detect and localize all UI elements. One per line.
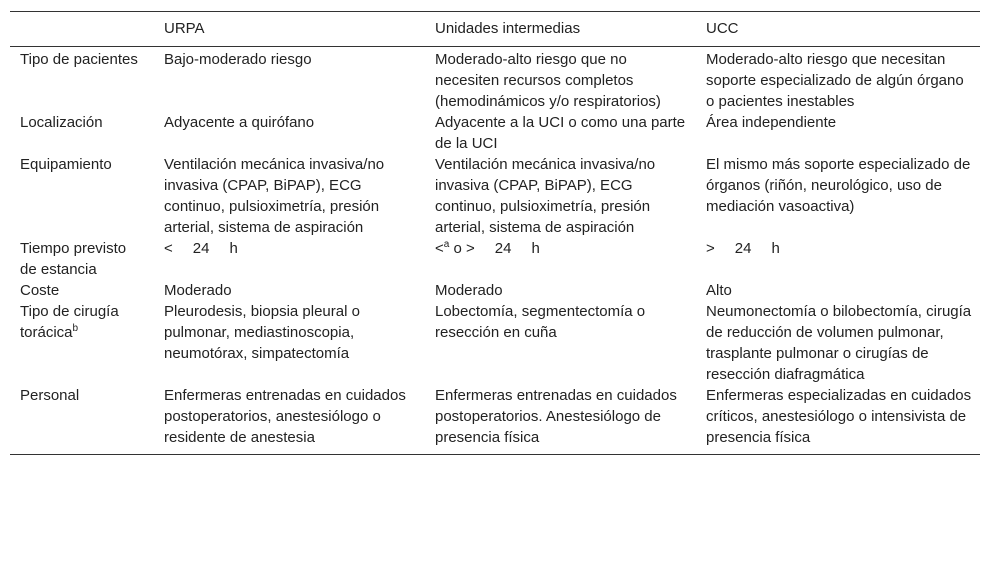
footnote-marker: b bbox=[72, 323, 79, 334]
row-label: Tiempo previsto de estancia bbox=[20, 240, 127, 278]
table-row bbox=[10, 385, 980, 455]
duration-unit: h bbox=[229, 240, 238, 257]
duration-value: 24 bbox=[192, 240, 210, 257]
table-row bbox=[10, 47, 980, 113]
header-urpa: URPA bbox=[164, 20, 205, 37]
cell-intermedias: Enfermeras entrenadas en cuidados postoperatorios. Anestesiólogo de presencia física bbox=[435, 387, 677, 446]
cell-ucc: Neumonectomía o bilobectomía, cirugía de reducción de volumen pulmonar, trasplante pulmonar o cirugías de resección diafragmática bbox=[706, 303, 972, 383]
row-label: Tipo de pacientes bbox=[20, 51, 138, 68]
cell-ucc: Alto bbox=[706, 282, 732, 299]
cell-intermedias: Ventilación mecánica invasiva/no invasiva (CPAP, BiPAP), ECG continuo, pulsioximetría, presión arterial, sistema de aspiración bbox=[435, 156, 656, 236]
cell-intermedias: Moderado-alto riesgo que no necesiten recursos completos (hemodinámicos y/o respiratorios) bbox=[435, 51, 661, 110]
cell-urpa: Bajo-moderado riesgo bbox=[164, 51, 312, 68]
cell-ucc bbox=[696, 238, 980, 280]
table-row bbox=[10, 238, 980, 280]
footnote-marker: a bbox=[443, 239, 450, 250]
table-row bbox=[10, 112, 980, 154]
cell-urpa: Adyacente a quirófano bbox=[164, 114, 315, 131]
row-label: Personal bbox=[20, 387, 80, 404]
cell-urpa: Pleurodesis, biopsia pleural o pulmonar, mediastinoscopia, neumotórax, simpatectomía bbox=[164, 303, 360, 362]
table-row bbox=[10, 154, 980, 238]
table-row bbox=[10, 301, 980, 385]
cell-urpa bbox=[154, 238, 425, 280]
comparison-table bbox=[10, 11, 980, 455]
comparison-operator: o > bbox=[449, 240, 475, 257]
cell-intermedias: Adyacente a la UCI o como una parte de la UCI bbox=[435, 114, 686, 152]
header-empty-cell bbox=[10, 12, 154, 47]
cell-urpa: Enfermeras entrenadas en cuidados postoperatorios, anestesiólogo o residente de anestesia bbox=[164, 387, 406, 446]
row-label: Equipamiento bbox=[20, 156, 112, 173]
duration-value: 24 bbox=[734, 240, 752, 257]
header-row bbox=[10, 12, 980, 47]
comparison-operator: < bbox=[435, 240, 444, 257]
comparison-operator: < bbox=[164, 240, 173, 257]
cell-urpa: Ventilación mecánica invasiva/no invasiva (CPAP, BiPAP), ECG continuo, pulsioximetría, presión arterial, sistema de aspiración bbox=[164, 156, 385, 236]
duration-unit: h bbox=[531, 240, 540, 257]
header-unidades-intermedias: Unidades intermedias bbox=[435, 20, 581, 37]
duration-value: 24 bbox=[494, 240, 512, 257]
row-label bbox=[10, 301, 154, 385]
row-label-text: Tipo de cirugía torácica bbox=[20, 303, 119, 341]
comparison-operator: > bbox=[706, 240, 715, 257]
cell-intermedias: Lobectomía, segmentectomía o resección en cuña bbox=[435, 303, 646, 341]
cell-ucc: El mismo más soporte especializado de órganos (riñón, neurológico, uso de mediación vasoactiva) bbox=[706, 156, 971, 215]
cell-intermedias bbox=[425, 238, 696, 280]
cell-ucc: Moderado-alto riesgo que necesitan soporte especializado de algún órgano o pacientes inestables bbox=[706, 51, 964, 110]
header-ucc: UCC bbox=[706, 20, 739, 37]
row-label: Localización bbox=[20, 114, 103, 131]
cell-ucc: Enfermeras especializadas en cuidados críticos, anestesiólogo o intensivista de presencia física bbox=[706, 387, 972, 446]
cell-intermedias: Moderado bbox=[435, 282, 503, 299]
row-label: Coste bbox=[20, 282, 60, 299]
cell-urpa: Moderado bbox=[164, 282, 232, 299]
cell-ucc: Área independiente bbox=[706, 114, 837, 131]
table-row bbox=[10, 280, 980, 301]
duration-unit: h bbox=[771, 240, 780, 257]
